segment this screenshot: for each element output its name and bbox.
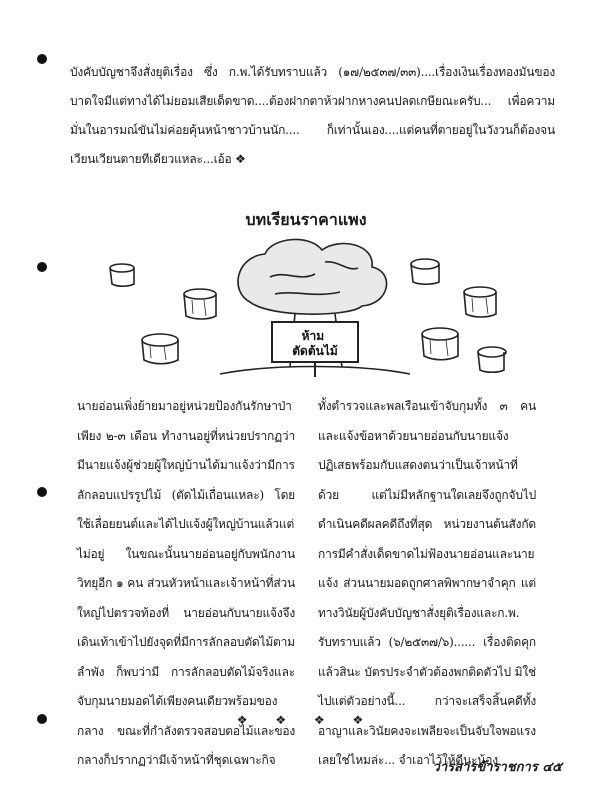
body-right-column: ทั้งตำรวจและพลเรือนเข้าจับกุมทั้ง ๓ คน และแจ้งข้อหาด้วยนายอ่อนกับนายแจ้งปฏิเสธพร้อมกับแสดงตนว่าเป็นเจ้าหน้าที่ด้วย แต่ไม่มีหลักฐานใดเลยจึงถูกจับไปดำเนินคดีผลคดีถึงที่สุด หน่วยงานต้นสังกัดการมีคำสั่งเด็ดขาดไม่ฟ้องนายอ่อนและนายแจ้ง ส่วนนายมอดถูกศาลพิพากษาจำคุก แต่ทางวินัยผู้บังคับบัญชาสั่งยุติเรื่องและก.พ. รับทราบแล้ว (๖/๒๕๓๗/๖)...... เรื่องติดคุกแล้วสินะ บัตรประจำตัวต้องพกติดตัวไป มิใช่ไปแต่ตัวอย่างนี้... กว่าจะเสร็จสิ้นคดีทั้งอาญาและวินัยคงจะเพลียจะเป็นจับใจพอแรงเลยใช่ไหมล่ะ... จำเอาไว้ให้ดีนะน้อง — [318, 399, 536, 767]
binder-hole — [37, 262, 47, 272]
sign-text: ห้าม ตัดต้นไม้ — [292, 329, 338, 358]
body-left-column: นายอ่อนเพิ่งย้ายมาอยู่หน่วยป้องกันรักษาป่าเพียง ๒-๓ เดือน ทำงานอยู่ที่หน่วยปรากฏว่ามีนายแจ้งผู้ช่วยผู้ใหญ่บ้านได้มาแจ้งว่ามีการลักลอบแปรรูปไม้ (ตัดไม้เถื่อนแหละ) โดยใช้เลื่อยยนต์และได้ไปแจ้งผู้ใหญ่บ้านแล้วแต่ไม่อยู่ ในขณะนั้นนายอ่อนอยู่กับพนักงานวิทยุอีก ๑ คน ส่วนหัวหน้าและเจ้าหน้าที่ส่วนใหญ่ไปตรวจท้องที่ นายอ่อนกับนายแจ้งจึงเดินเท้าเข้าไปยังจุดที่มีการลักลอบตัดไม้ตามลำพัง ก็พบว่ามี การลักลอบตัดไม้จริงและจับกุมนายมอดได้เพียงคนเดียวพร้อมของกลาง ขณะที่กำลังตรวจสอบตอไม้และของกลางก็ปรากฏว่ามีเจ้าหน้าที่ชุดเฉพาะกิจ — [77, 399, 295, 767]
binder-hole — [37, 54, 47, 64]
binder-hole — [37, 487, 47, 497]
section-ornament: ❖ ❖ ❖ ❖ — [236, 713, 376, 727]
section-title: บทเรียนราคาแพง — [245, 210, 367, 229]
intro-paragraph: บังคับบัญชาจึงสั่งยุติเรื่อง ซึ่ง ก.พ.ได้รับทราบแล้ว (๑๗/๒๕๓๗/๓๓)....เรื่องเงินเรื่องทองมันของบาดใจมีแต่ทางได้ไม่ยอมเสียเด็ดขาด....ต้องฝากตาห้วฝากหางคนปลดเกษียณะครับ... เพื่อความมั่นในอารมณ์ขันไม่ค่อยคุ้นหน้าชาวบ้านนัก.... ก็เท่านั้นเอง....แต่คนที่ตายอยู่ในวังวนก็ต้องจนเวียนเวียนตายทีเดียวแหละ...เอ้อ ❖ — [70, 65, 555, 166]
page-footer: วารสารข้าราชการ ๔๕ — [432, 760, 562, 775]
illustration-tree-stumps — [100, 232, 520, 387]
